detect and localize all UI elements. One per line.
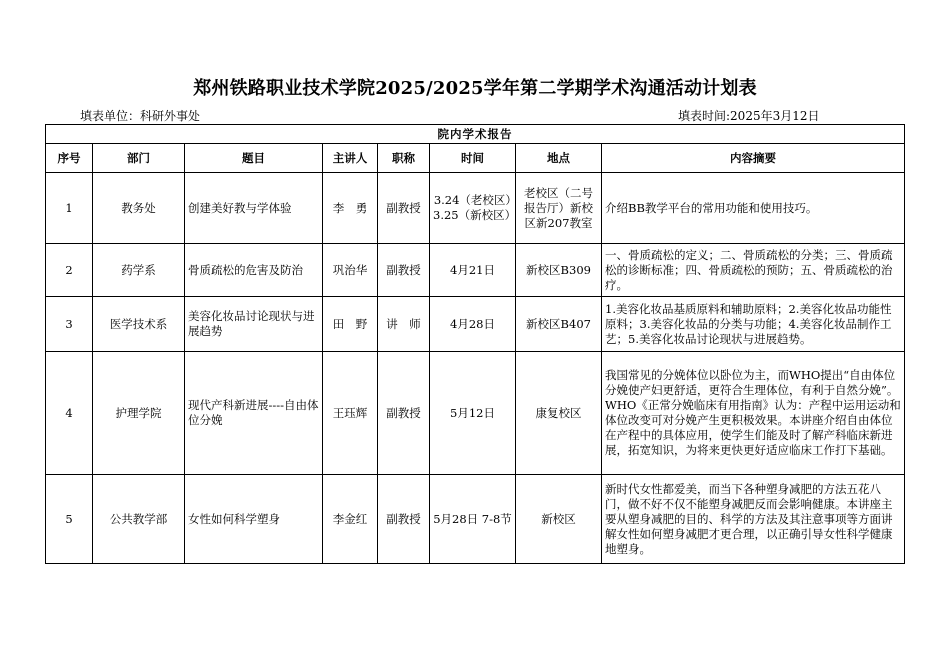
row-dept: 护理学院 [93, 352, 185, 475]
row-dept: 教务处 [93, 173, 185, 244]
header-dept: 部门 [93, 144, 185, 173]
row-summary: 新时代女性都爱美，而当下各种塑身减肥的方法五花八门，做不好不仅不能塑身减肥反而会影响健康。本讲座主要从塑身减肥的目的、科学的方法及其注意事项等方面讲解女性如何塑身减肥才更合理，以正确引导女性科学健康地塑身。 [602, 475, 905, 564]
header-no: 序号 [46, 144, 93, 173]
row-rank: 副教授 [378, 352, 430, 475]
row-rank: 副教授 [378, 244, 430, 297]
header-rank: 职称 [378, 144, 430, 173]
row-time: 3.24（老校区）3.25（新校区） [430, 173, 516, 244]
row-place: 康复校区 [516, 352, 602, 475]
row-place: 新校区B309 [516, 244, 602, 297]
table-row [46, 173, 905, 244]
row-rank: 副教授 [378, 475, 430, 564]
header-time: 时间 [430, 144, 516, 173]
row-summary: 一、骨质疏松的定义；二、骨质疏松的分类；三、骨质疏松的诊断标准；四、骨质疏松的预防；五、骨质疏松的治疗。 [602, 244, 905, 297]
document-title: 郑州铁路职业技术学院2025/2025学年第二学期学术沟通活动计划表 [193, 78, 757, 99]
row-time: 4月21日 [430, 244, 516, 297]
row-time: 4月28日 [430, 297, 516, 352]
fill-date-label: 填表时间:2025年3月12日 [678, 109, 820, 123]
row-speaker: 李 勇 [323, 173, 378, 244]
row-topic: 现代产科新进展----自由体位分娩 [185, 352, 323, 475]
row-summary: 介绍BB教学平台的常用功能和使用技巧。 [602, 173, 905, 244]
section-header-row [46, 125, 905, 144]
row-dept: 医学技术系 [93, 297, 185, 352]
row-place: 老校区（二号报告厅）新校区新207教室 [516, 173, 602, 244]
table-row [46, 475, 905, 564]
row-no: 1 [46, 173, 93, 244]
row-topic: 女性如何科学塑身 [185, 475, 323, 564]
table-row [46, 244, 905, 297]
activity-plan-table [45, 124, 905, 564]
section-title: 院内学术报告 [46, 125, 905, 144]
header-summary: 内容摘要 [602, 144, 905, 173]
row-dept: 药学系 [93, 244, 185, 297]
row-topic: 美容化妆品讨论现状与进展趋势 [185, 297, 323, 352]
row-rank: 讲 师 [378, 297, 430, 352]
row-speaker: 王珏辉 [323, 352, 378, 475]
header-place: 地点 [516, 144, 602, 173]
row-no: 5 [46, 475, 93, 564]
row-no: 2 [46, 244, 93, 297]
row-time: 5月12日 [430, 352, 516, 475]
row-speaker: 巩治华 [323, 244, 378, 297]
column-header-row [46, 144, 905, 173]
table-row [46, 352, 905, 475]
header-topic: 题目 [185, 144, 323, 173]
fill-unit-label: 填表单位：科研外事处 [80, 109, 201, 123]
row-speaker: 田 野 [323, 297, 378, 352]
row-time: 5月28日 7-8节 [430, 475, 516, 564]
row-no: 4 [46, 352, 93, 475]
header-speaker: 主讲人 [323, 144, 378, 173]
row-place: 新校区 [516, 475, 602, 564]
row-speaker: 李金红 [323, 475, 378, 564]
row-summary: 我国常见的分娩体位以卧位为主，而WHO提出“自由体位分娩使产妇更舒适，更符合生理体位，有利于自然分娩”。 WHO《正常分娩临床有用指南》认为：产程中运用运动和体位改变可对分娩产生更积极效果。本讲座介绍自由体位在产程中的具体应用，使学生们能及时了解产科临床新进展，拓宽知识，为将来更快更好适应临床工作打下基础。 [602, 352, 905, 475]
row-topic: 创建美好教与学体验 [185, 173, 323, 244]
row-no: 3 [46, 297, 93, 352]
row-rank: 副教授 [378, 173, 430, 244]
table-row [46, 297, 905, 352]
row-topic: 骨质疏松的危害及防治 [185, 244, 323, 297]
row-summary: 1.美容化妆品基质原料和辅助原料；2.美容化妆品功能性原料；3.美容化妆品的分类与功能；4.美容化妆品制作工艺；5.美容化妆品讨论现状与进展趋势。 [602, 297, 905, 352]
row-place: 新校区B407 [516, 297, 602, 352]
row-dept: 公共教学部 [93, 475, 185, 564]
